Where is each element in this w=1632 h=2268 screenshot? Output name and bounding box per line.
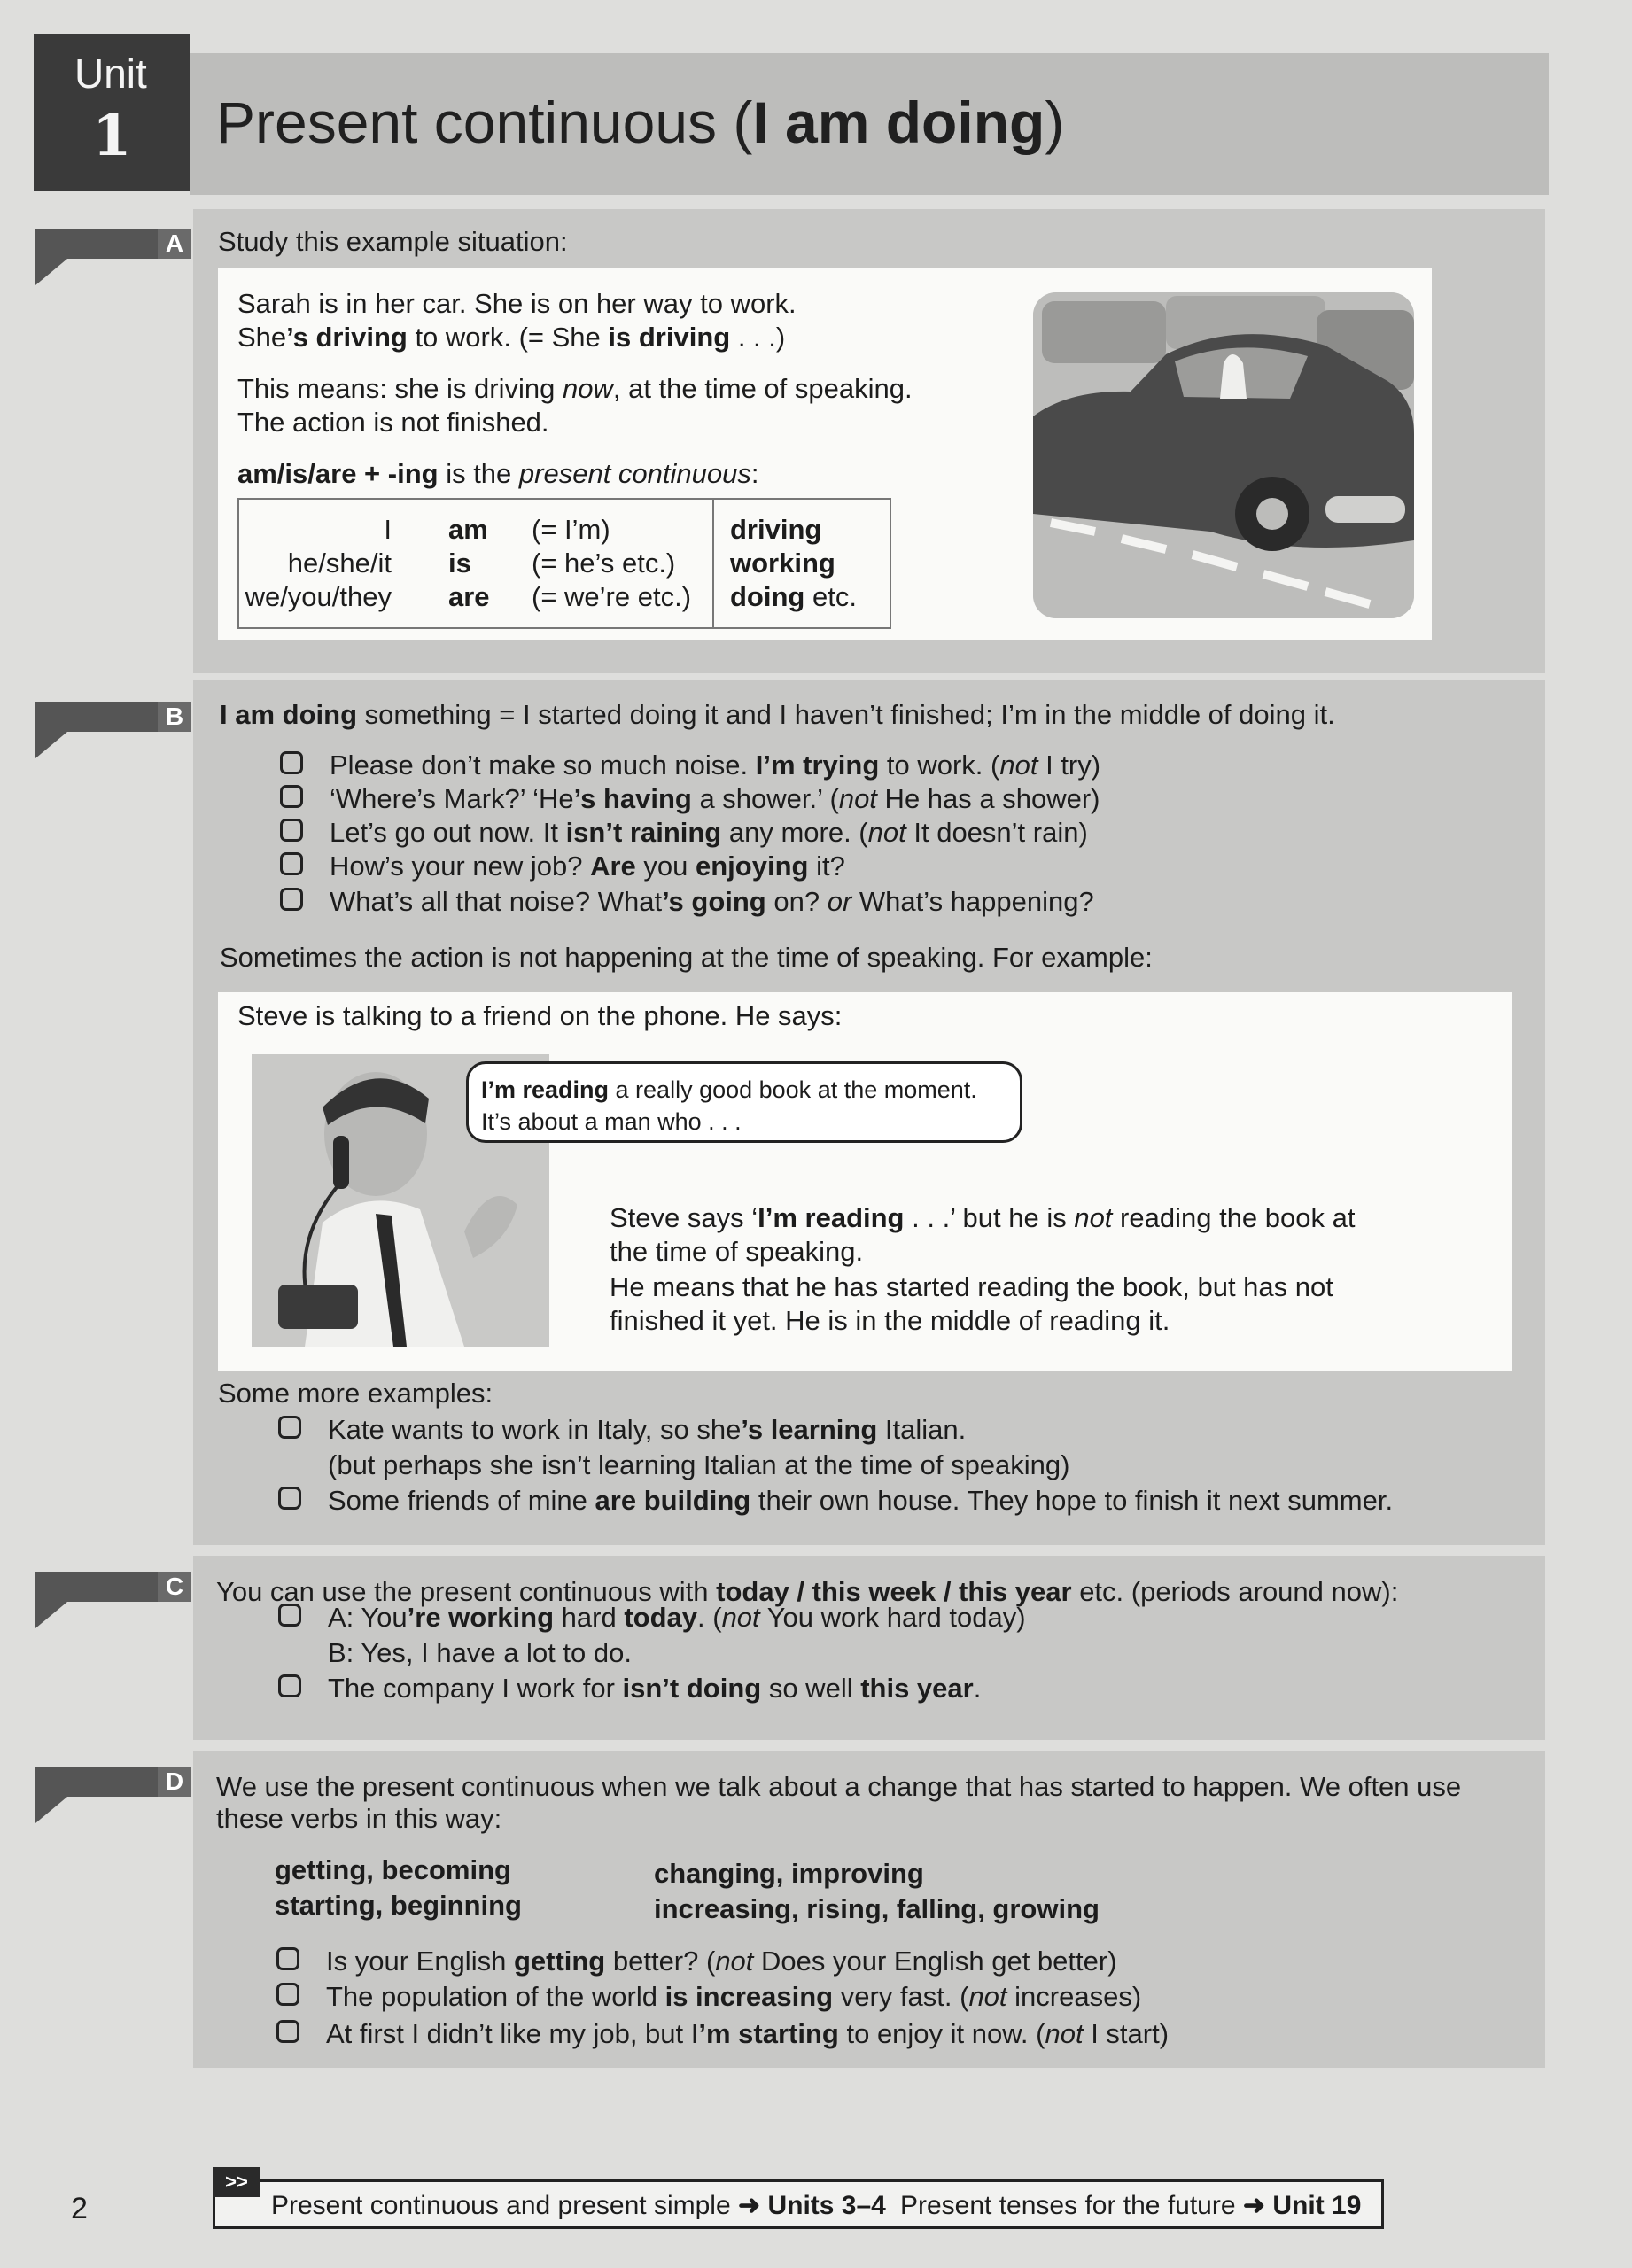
section-a-tab: A [35,229,191,259]
bullet-icon [276,2020,299,2043]
more-examples-intro: Some more examples: [218,1378,493,1409]
example-sentence: (but perhaps she isn’t learning Italian at the time of speaking) [328,1449,1070,1480]
example-sentence: How’s your new job? Are you enjoying it? [330,850,845,882]
list-item [276,2020,299,2044]
list-item [280,751,303,775]
section-b-intro: I am doing something = I started doing it and I haven’t finished; I’m in the middle of doing it. [220,699,1335,730]
example-sentence: The population of the world is increasing very fast. (not increases) [326,1981,1142,2012]
list-item [280,888,303,912]
example-sentence: ‘Where’s Mark?’ ‘He’s having a shower.’ (not He has a shower) [330,783,1100,814]
contraction: (= I’m) [532,514,610,545]
speech-line: It’s about a man who . . . [481,1108,742,1135]
steve-explanation: He means that he has started reading the book, but has not [610,1271,1333,1302]
double-chevron-icon: >> [213,2167,260,2197]
example-sentence: Please don’t make so much noise. I’m trying to work. (not I try) [330,750,1101,781]
unit-number: 1 [92,103,132,169]
subject: I [384,514,392,545]
list-item [278,1487,301,1511]
bullet-icon [276,1983,299,2006]
contraction: (= we’re etc.) [532,581,692,612]
steve-intro: Steve is talking to a friend on the phone. He says: [237,1000,843,1031]
unit-badge [34,34,190,191]
bullet-icon [280,852,303,875]
page-number: 2 [71,2192,88,2225]
participle: doing etc. [730,581,857,612]
list-item [276,1983,299,2007]
list-item [280,819,303,843]
example-sentence: What’s all that noise? What’s going on? or What’s happening? [330,886,1094,917]
list-item [278,1604,301,1627]
example-reply: B: Yes, I have a lot to do. [328,1637,632,1668]
example-sentence: Some friends of mine are building their own house. They hope to finish it next summer. [328,1485,1394,1516]
section-d-tab: D [35,1767,191,1797]
list-item [280,785,303,809]
bullet-icon [280,785,303,808]
section-d-intro: We use the present continuous when we talk about a change that has started to happen. We often use [216,1771,1462,1802]
participle: working [730,548,835,579]
subject: he/she/it [287,548,392,579]
list-item [278,1416,301,1440]
example-sentence: A: You’re working hard today. (not You work hard today) [328,1602,1026,1633]
subject: we/you/they [245,581,392,612]
bullet-icon [280,888,303,911]
steve-explanation: finished it yet. He is in the middle of reading it. [610,1305,1170,1336]
steve-explanation: Steve says ‘I’m reading . . .’ but he is not reading the book at [610,1202,1356,1233]
bullet-icon [276,1947,299,1970]
bullet-icon [280,751,303,774]
section-c-intro: You can use the present continuous with today / this week / this year etc. (periods around now): [216,1576,1399,1607]
bullet-icon [280,819,303,842]
list-item [278,1674,301,1698]
verb-group: starting, beginning [275,1890,522,1921]
car-illustration [1033,292,1414,618]
cross-reference-link[interactable]: Present continuous and present simple ➜ Units 3–4 [271,2191,886,2220]
verb-group: changing, improving [654,1858,924,1889]
bullet-icon [278,1604,301,1627]
verb-group: increasing, rising, falling, growing [654,1893,1100,1924]
section-b-tab: B [35,702,191,732]
example-line: Sarah is in her car. She is on her way to work. [237,288,797,319]
example-line: She’s driving to work. (= She is driving . . .) [237,322,786,353]
section-a-intro: Study this example situation: [218,226,568,257]
aux-verb: are [448,581,490,612]
aux-verb: am [448,514,488,545]
participle: driving [730,514,822,545]
example-sentence: Kate wants to work in Italy, so she’s learning Italian. [328,1414,967,1445]
example-line: This means: she is driving now, at the time of speaking. [237,373,913,404]
conjugation-table [237,498,891,629]
section-d-intro: these verbs in this way: [216,1803,502,1834]
example-sentence: Is your English getting better? (not Does your English get better) [326,1946,1117,1977]
unit-label: Unit [74,50,147,97]
sometimes-note: Sometimes the action is not happening at the time of speaking. For example: [220,942,1153,973]
speech-bubble [466,1061,1022,1143]
speech-line: I’m reading a really good book at the moment. [481,1076,977,1103]
example-sentence: The company I work for isn’t doing so well this year. [328,1673,982,1704]
example-sentence: Let’s go out now. It isn’t raining any more. (not It doesn’t rain) [330,817,1088,848]
contraction: (= he’s etc.) [532,548,676,579]
cross-reference-link[interactable]: Present tenses for the future ➜ Unit 19 [900,2191,1362,2220]
steve-explanation: the time of speaking. [610,1236,864,1267]
verb-group: getting, becoming [275,1854,511,1885]
bullet-icon [278,1416,301,1439]
bullet-icon [278,1674,301,1697]
section-c-tab: C [35,1572,191,1602]
form-rule: am/is/are + -ing is the present continuous: [237,458,759,489]
aux-verb: is [448,548,471,579]
example-line: The action is not finished. [237,407,549,438]
example-sentence: At first I didn’t like my job, but I’m starting to enjoy it now. (not I start) [326,2018,1170,2049]
bullet-icon [278,1487,301,1510]
list-item [280,852,303,876]
list-item [276,1947,299,1971]
page-title: Present continuous (I am doing) [216,89,1065,155]
